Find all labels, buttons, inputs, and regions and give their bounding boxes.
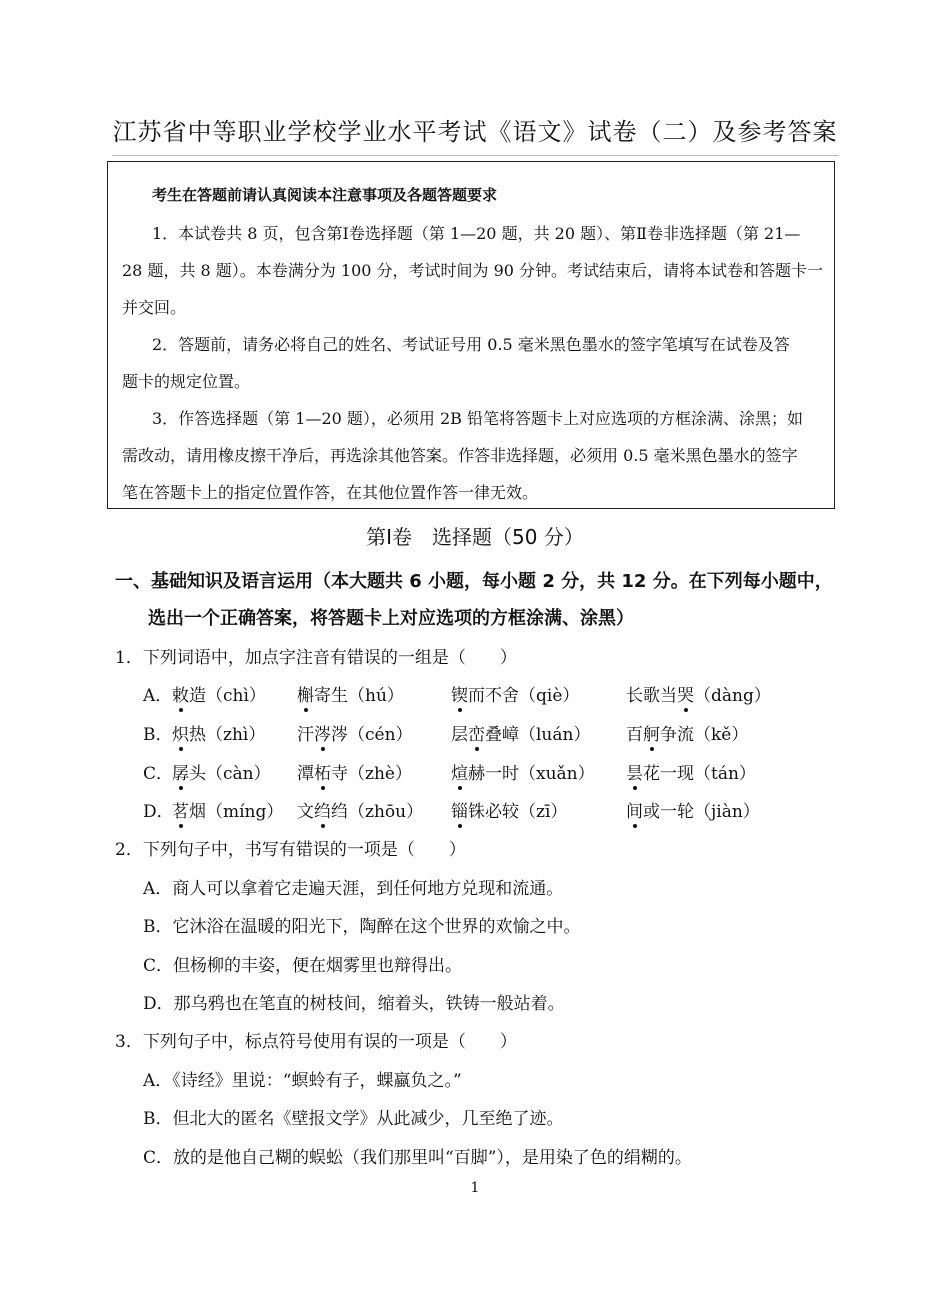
q1-option-label: D． [143, 802, 174, 822]
part-one-heading-cont: 选出一个正确答案，将答题卡上对应选项的方框涂满、涂黑） [148, 608, 634, 629]
q2-option: C．但杨柳的丰姿，便在烟雾里也辩得出。 [143, 956, 463, 976]
question-2-stem: 2．下列句子中，书写有错误的一项是（ ） [115, 840, 466, 860]
q1-option-word: 长歌当哭（dàng） [626, 681, 771, 706]
q3-option: B．但北大的匿名《壁报文学》从此减少，几至绝了迹。 [143, 1109, 564, 1129]
notice-line: 题卡的规定位置。 [122, 372, 251, 391]
q3-option: C．放的是他自己糊的蜈蚣（我们那里叫“百脚”），是用染了色的绢糊的。 [143, 1148, 692, 1168]
q1-option-word: 间或一轮（jiàn） [626, 797, 760, 822]
section-title: 第Ⅰ卷 选择题（50 分） [366, 525, 584, 549]
notice-line: 2．答题前，请务必将自己的姓名、考试证号用 0.5 毫米黑色墨水的签字笔填写在试卷及答 [152, 335, 790, 354]
q2-option: D．那乌鸦也在笔直的树枝间，缩着头，铁铸一般站着。 [143, 994, 565, 1014]
page-number: 1 [470, 1180, 480, 1196]
q1-option-word: 昙花一现（tán） [626, 759, 756, 784]
notice-line: 需改动，请用橡皮擦干净后，再选涂其他答案。作答非选择题，必须用 0.5 毫米黑色墨水的签字 [122, 446, 798, 465]
q1-option-word: 孱头（càn） [172, 759, 271, 784]
notice-line: 3．作答选择题（第 1—20 题），必须用 2B 铅笔将答题卡上对应选项的方框涂满、涂黑；如 [152, 409, 804, 428]
question-3-stem: 3．下列句子中，标点符号使用有误的一项是（ ） [115, 1032, 517, 1052]
question-1-stem: 1．下列词语中，加点字注音有错误的一组是（ ） [115, 648, 517, 668]
notice-line: 1．本试卷共 8 页，包含第Ⅰ卷选择题（第 1—20 题，共 20 题）、第Ⅱ卷非选择题（第 21— [152, 224, 801, 243]
notice-line: 并交回。 [122, 298, 187, 317]
q1-option-label: B． [143, 725, 173, 745]
q2-option: A．商人可以拿着它走遍天涯，到任何地方兑现和流通。 [143, 879, 564, 899]
q3-option: A．《诗经》里说：“螟蛉有子，蜾蠃负之。” [143, 1071, 462, 1091]
title-divider [112, 155, 839, 156]
q1-option-label: A． [143, 686, 173, 706]
notice-line: 28 题，共 8 题）。本卷满分为 100 分，考试时间为 90 分钟。考试结束后，请将本试卷和答题卡一 [122, 261, 824, 280]
notice-heading: 考生在答题前请认真阅读本注意事项及各题答题要求 [152, 186, 498, 204]
q1-option-word: 汗涔涔（cén） [297, 720, 413, 745]
q1-option-word: 煊赫一时（xuǎn） [451, 759, 595, 784]
q1-option-word: 百舸争流（kě） [626, 720, 748, 745]
notice-line: 笔在答题卡上的指定位置作答，在其他位置作答一律无效。 [122, 483, 539, 502]
document-title: 江苏省中等职业学校学业水平考试《语文》试卷（二）及参考答案 [112, 118, 838, 146]
q1-option-word: 炽热（zhì） [172, 720, 265, 745]
q1-option-word: 槲寄生（hú） [297, 681, 404, 706]
q2-option: B．它沐浴在温暖的阳光下，陶醉在这个世界的欢愉之中。 [143, 917, 581, 937]
q1-option-label: C． [143, 764, 174, 784]
q1-option-word: 潭柘寺（zhè） [297, 759, 412, 784]
part-one-heading: 一、基础知识及语言运用（本大题共 6 小题，每小题 2 分，共 12 分。在下列每小题中， [115, 571, 833, 592]
q1-option-word: 敕造（chì） [172, 681, 266, 706]
q1-option-word: 锱铢必较（zī） [451, 797, 567, 822]
q1-option-word: 锲而不舍（qiè） [451, 681, 579, 706]
q1-option-word: 茗烟（míng） [172, 797, 283, 822]
q1-option-word: 层峦叠嶂（luán） [451, 720, 590, 745]
q1-option-word: 文绉绉（zhōu） [297, 797, 423, 822]
